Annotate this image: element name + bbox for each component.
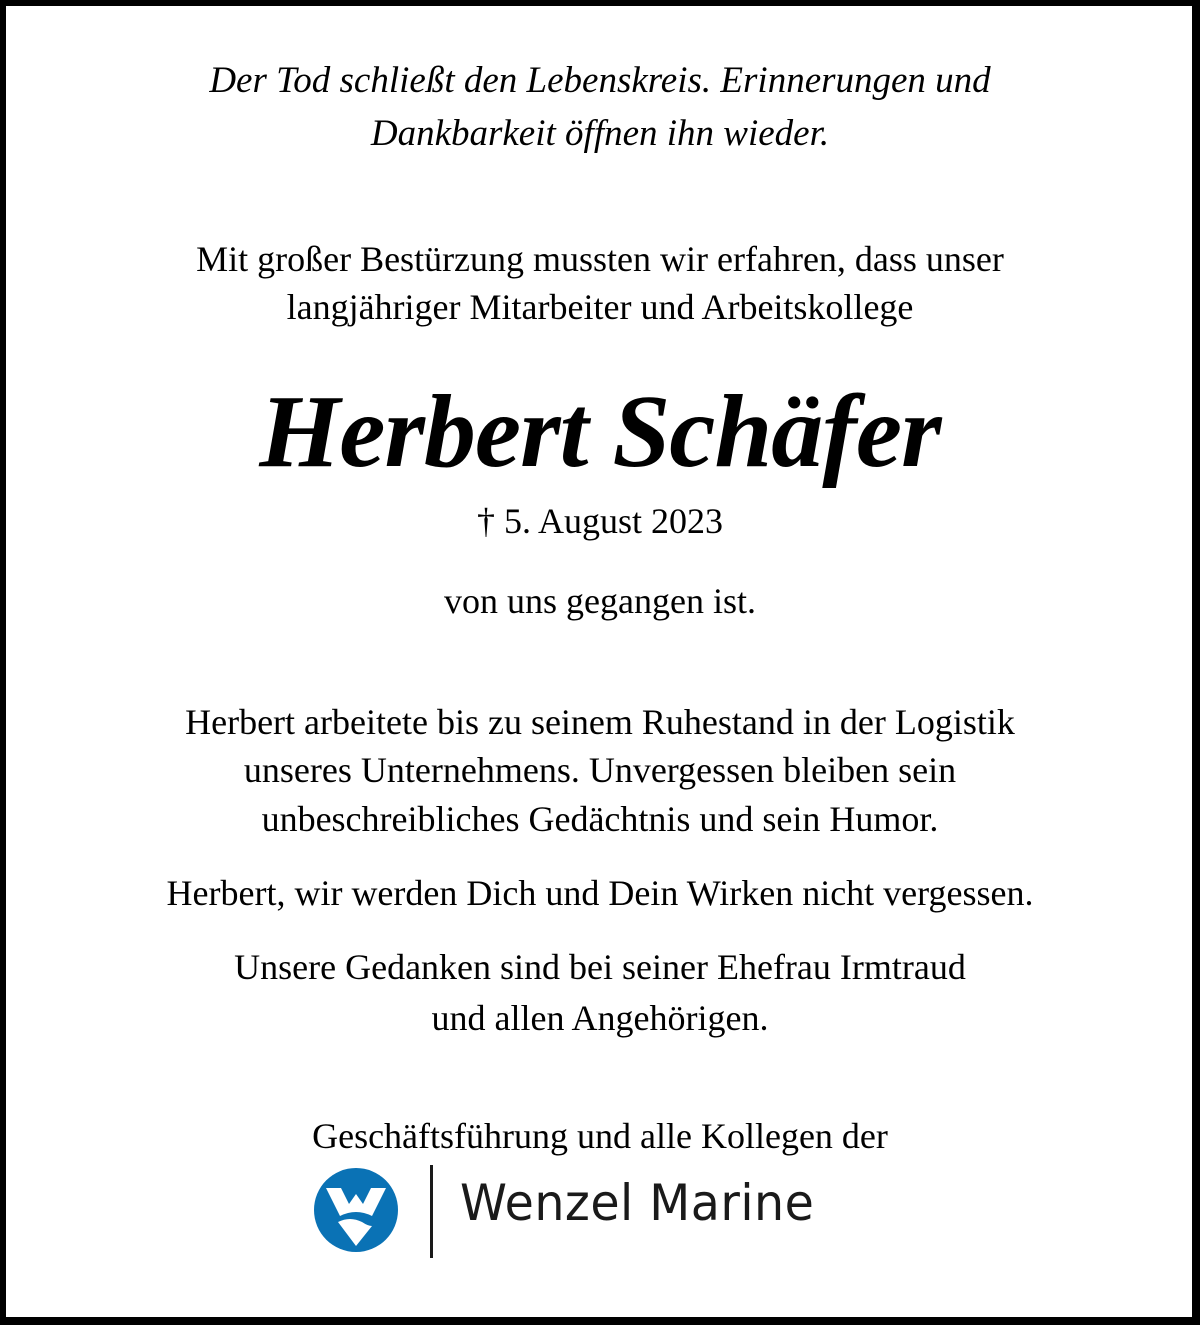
signature-text: Geschäftsführung und alle Kollegen der — [312, 1116, 888, 1156]
tribute-line-3: unbeschreibliches Gedächtnis und sein Humor. — [261, 799, 939, 839]
farewell-text: Herbert, wir werden Dich und Dein Wirken nicht vergessen. — [166, 873, 1034, 913]
logo-divider — [430, 1165, 433, 1258]
deceased-name: Herbert Schäfer — [259, 374, 941, 489]
quote-line-2: Dankbarkeit öffnen ihn wieder. — [370, 113, 830, 154]
passed-text: von uns gegangen ist. — [444, 581, 756, 621]
tribute-line-2: unseres Unternehmens. Unvergessen bleiben sein — [243, 750, 957, 790]
intro-line-1: Mit großer Bestürzung mussten wir erfahren, dass unser — [196, 239, 1004, 279]
quote-line-1: Der Tod schließt den Lebenskreis. Erinnerungen und — [209, 60, 991, 101]
condolence-line-1: Unsere Gedanken sind bei seiner Ehefrau Irmtraud — [234, 947, 966, 987]
intro-line-2: langjähriger Mitarbeiter und Arbeitskollege — [286, 287, 914, 327]
death-date: † 5. August 2023 — [476, 501, 724, 541]
tribute-line-1: Herbert arbeitete bis zu seinem Ruhestand in der Logistik — [185, 702, 1015, 742]
condolence-line-2: und allen Angehörigen. — [431, 998, 769, 1038]
company-name: Wenzel Marine — [460, 1174, 815, 1232]
